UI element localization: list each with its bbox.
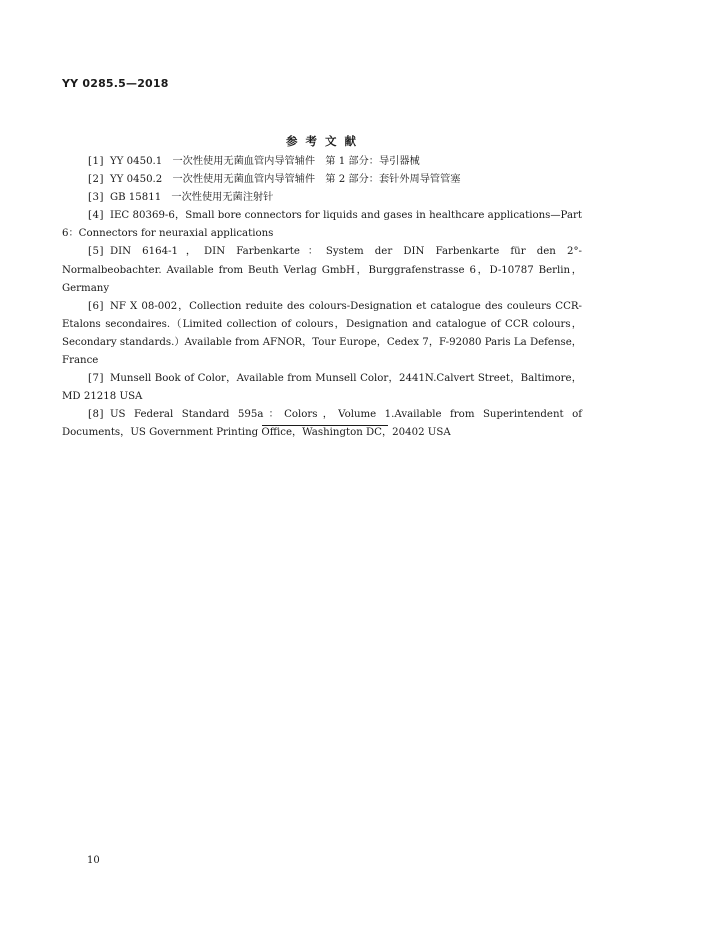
reference-item	[62, 189, 582, 207]
bibliography-title: 参考文献	[286, 134, 364, 148]
reference-text: Munsell Book of Color，Available from Munsell Color，2441N.Calvert Street，Baltimore，MD 21218 USA	[62, 373, 582, 403]
reference-text: IEC 80369-6，Small bore connectors for liquids and gases in healthcare applications—Part 6：Connectors for neuraxial applications	[62, 210, 582, 240]
standard-code: YY 0285.5—2018	[62, 77, 169, 90]
reference-number: [4]	[88, 210, 104, 222]
reference-text: YY 0450.1 一次性使用无菌血管内导管辅件 第 1 部分：导引器械	[109, 156, 420, 167]
reference-text: DIN 6164-1，DIN Farbenkarte：System der DIN Farbenkarte für den 2°-Normalbeobachter. Available from Beuth Verlag GmbH，Burggrafenstrasse 6，D-10787 Berlin，Germany	[62, 246, 582, 294]
reference-item	[62, 370, 582, 406]
reference-text: GB 15811 一次性使用无菌注射针	[109, 192, 274, 204]
reference-text: NF X 08-002，Collection reduite des colours-Designation et catalogue des couleurs CCR-Etalons secondaires.（Limited collection of colours，Designation and catalogue of CCR colours，Secondary standards.）Available from AFNOR，Tour Europe，Cedex 7，F-92080 Paris La Defense，France	[62, 300, 582, 367]
reference-item	[62, 243, 582, 297]
reference-item	[62, 171, 582, 189]
reference-text: YY 0450.2 一次性使用无菌血管内导管辅件 第 2 部分：套针外周导管管塞	[109, 174, 461, 186]
reference-number: [8]	[88, 409, 104, 421]
reference-item	[62, 153, 582, 171]
reference-number: [3]	[88, 192, 104, 204]
reference-list	[62, 153, 582, 443]
reference-number: [2]	[88, 174, 104, 186]
reference-number: [5]	[88, 246, 104, 258]
reference-number: [6]	[88, 300, 104, 312]
reference-number: [7]	[88, 373, 104, 385]
reference-number: [1]	[88, 156, 104, 167]
reference-text: US Federal Standard 595a：Colors，Volume 1.Available from Superintendent of Documents，US Government Printing Office，Washington DC，20402 USA	[62, 409, 582, 439]
reference-item	[62, 298, 582, 370]
end-rule	[262, 425, 388, 426]
page-number: 10	[87, 855, 100, 866]
reference-item	[62, 207, 582, 243]
